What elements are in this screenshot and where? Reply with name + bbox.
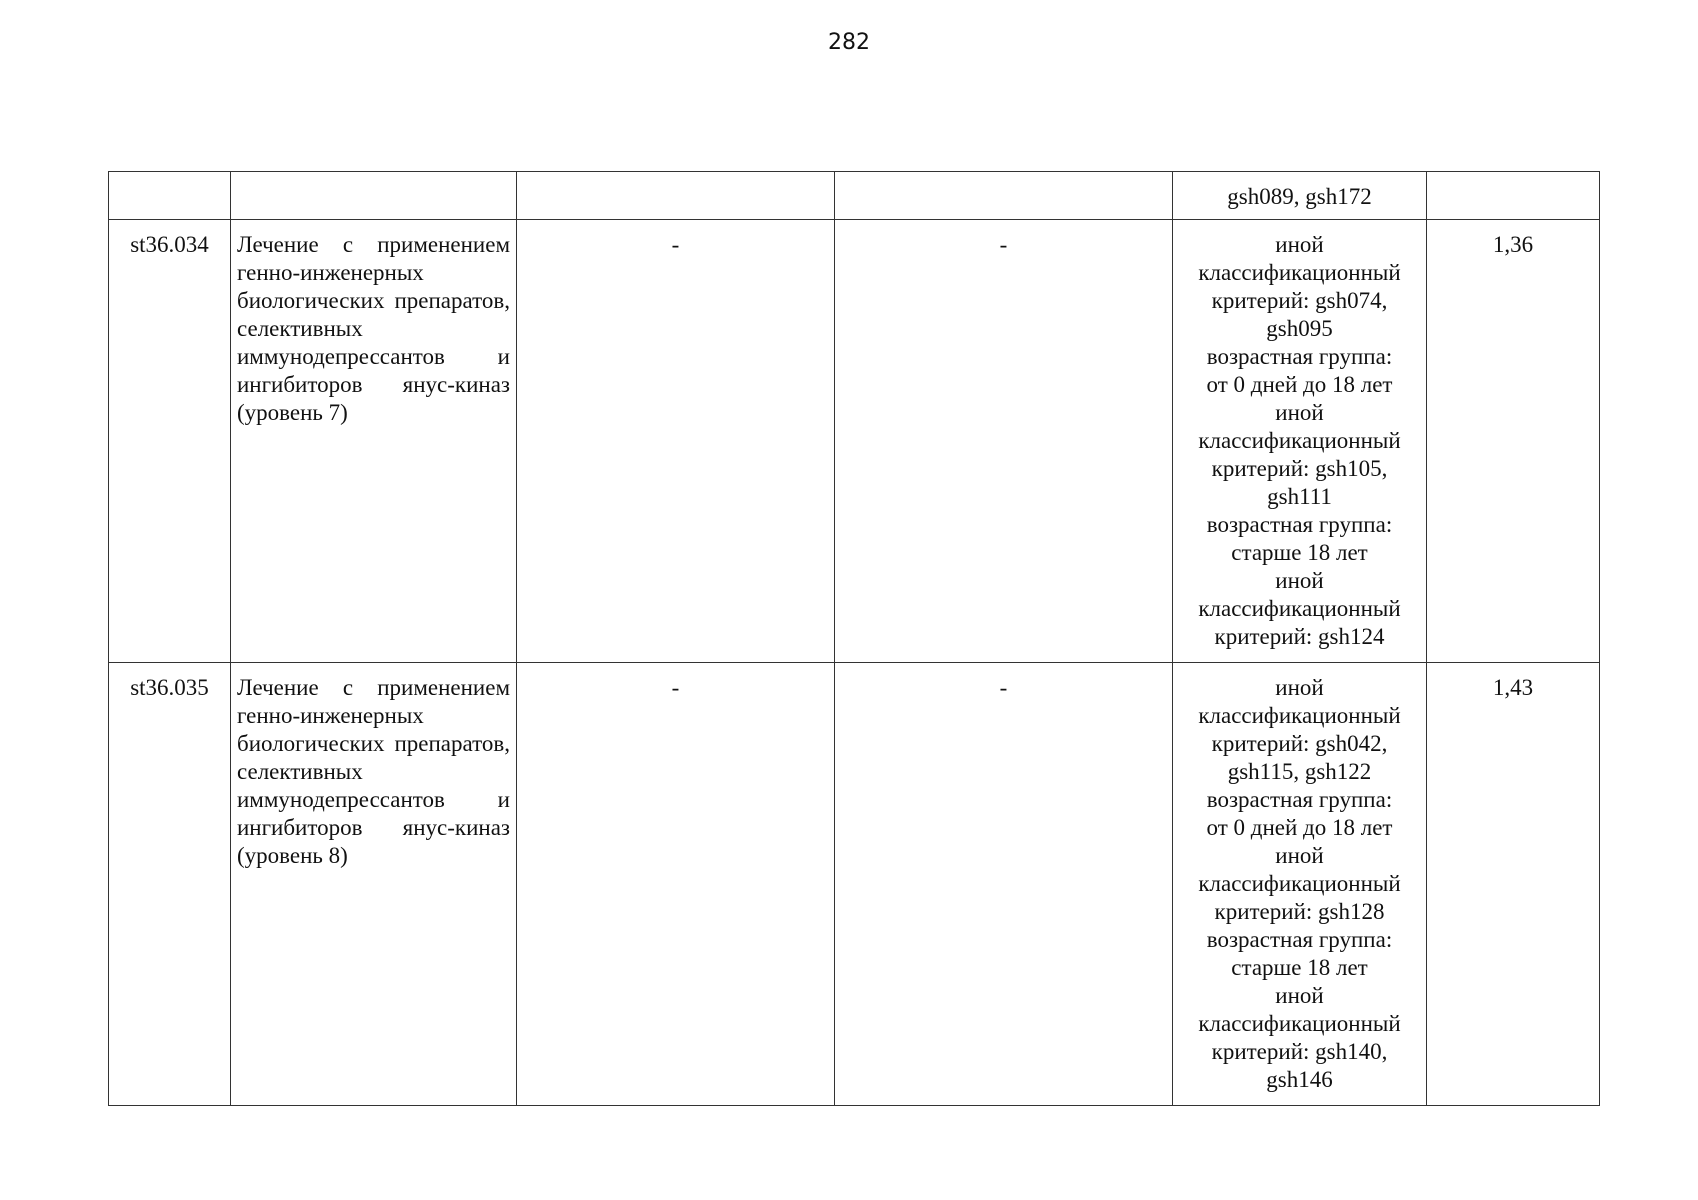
criteria-line: старше 18 лет [1231, 955, 1368, 980]
criteria-cell [1173, 172, 1427, 220]
criteria-line: возрастная группа: [1206, 787, 1393, 812]
name-cell [231, 172, 517, 220]
criteria-line: классификационный [1198, 871, 1401, 896]
criteria-line: критерий: gsh074, [1211, 288, 1388, 313]
criteria-line: gsh095 [1266, 316, 1333, 341]
col4-cell [835, 172, 1173, 220]
criteria-line: gsh146 [1266, 1067, 1333, 1092]
criteria-line: классификационный [1198, 703, 1401, 728]
page-number: 282 [828, 30, 870, 55]
criteria-line: возрастная группа: [1206, 512, 1393, 537]
col3-cell: - [517, 220, 835, 663]
criteria-line: классификационный [1198, 260, 1401, 285]
criteria-line: критерий: gsh105, [1211, 456, 1388, 481]
criteria-line: критерий: gsh042, [1211, 731, 1388, 756]
coefficient-cell: 1,43 [1427, 663, 1600, 1106]
col3-cell [517, 172, 835, 220]
name-cell: Лечение с применением генно-инженерных биологических препаратов, селективных иммунодепрессантов и ингибиторов янус-киназ (уровень 7) [231, 220, 517, 663]
table-row [109, 663, 1600, 1106]
criteria-line: gsh089, gsh172 [1227, 184, 1372, 209]
criteria-line: иной [1275, 400, 1324, 425]
criteria-line: от 0 дней до 18 лет [1206, 372, 1393, 397]
criteria-line: иной [1275, 983, 1324, 1008]
criteria-line: классификационный [1198, 596, 1401, 621]
code-cell: st36.035 [109, 663, 231, 1106]
criteria-line: gsh111 [1267, 484, 1332, 509]
continuation-row [109, 172, 1600, 220]
criteria-line: классификационный [1198, 428, 1401, 453]
criteria-line: критерий: gsh124 [1214, 624, 1385, 649]
criteria-line: старше 18 лет [1231, 540, 1368, 565]
code-cell [109, 172, 231, 220]
name-cell: Лечение с применением генно-инженерных биологических препаратов, селективных иммунодепрессантов и ингибиторов янус-киназ (уровень 8) [231, 663, 517, 1106]
tariff-table [108, 171, 1600, 1106]
criteria-line: от 0 дней до 18 лет [1206, 815, 1393, 840]
col4-cell: - [835, 220, 1173, 663]
coefficient-cell: 1,36 [1427, 220, 1600, 663]
criteria-line: иной [1275, 232, 1324, 257]
coefficient-cell [1427, 172, 1600, 220]
criteria-cell [1173, 220, 1427, 663]
criteria-line: иной [1275, 843, 1324, 868]
criteria-line: критерий: gsh140, [1211, 1039, 1388, 1064]
criteria-line: классификационный [1198, 1011, 1401, 1036]
criteria-line: иной [1275, 675, 1324, 700]
criteria-line: возрастная группа: [1206, 927, 1393, 952]
criteria-line: gsh115, gsh122 [1227, 759, 1372, 784]
criteria-line: критерий: gsh128 [1214, 899, 1385, 924]
criteria-line: возрастная группа: [1206, 344, 1393, 369]
criteria-line: иной [1275, 568, 1324, 593]
col4-cell: - [835, 663, 1173, 1106]
criteria-cell [1173, 663, 1427, 1106]
code-cell: st36.034 [109, 220, 231, 663]
col3-cell: - [517, 663, 835, 1106]
table-row [109, 220, 1600, 663]
